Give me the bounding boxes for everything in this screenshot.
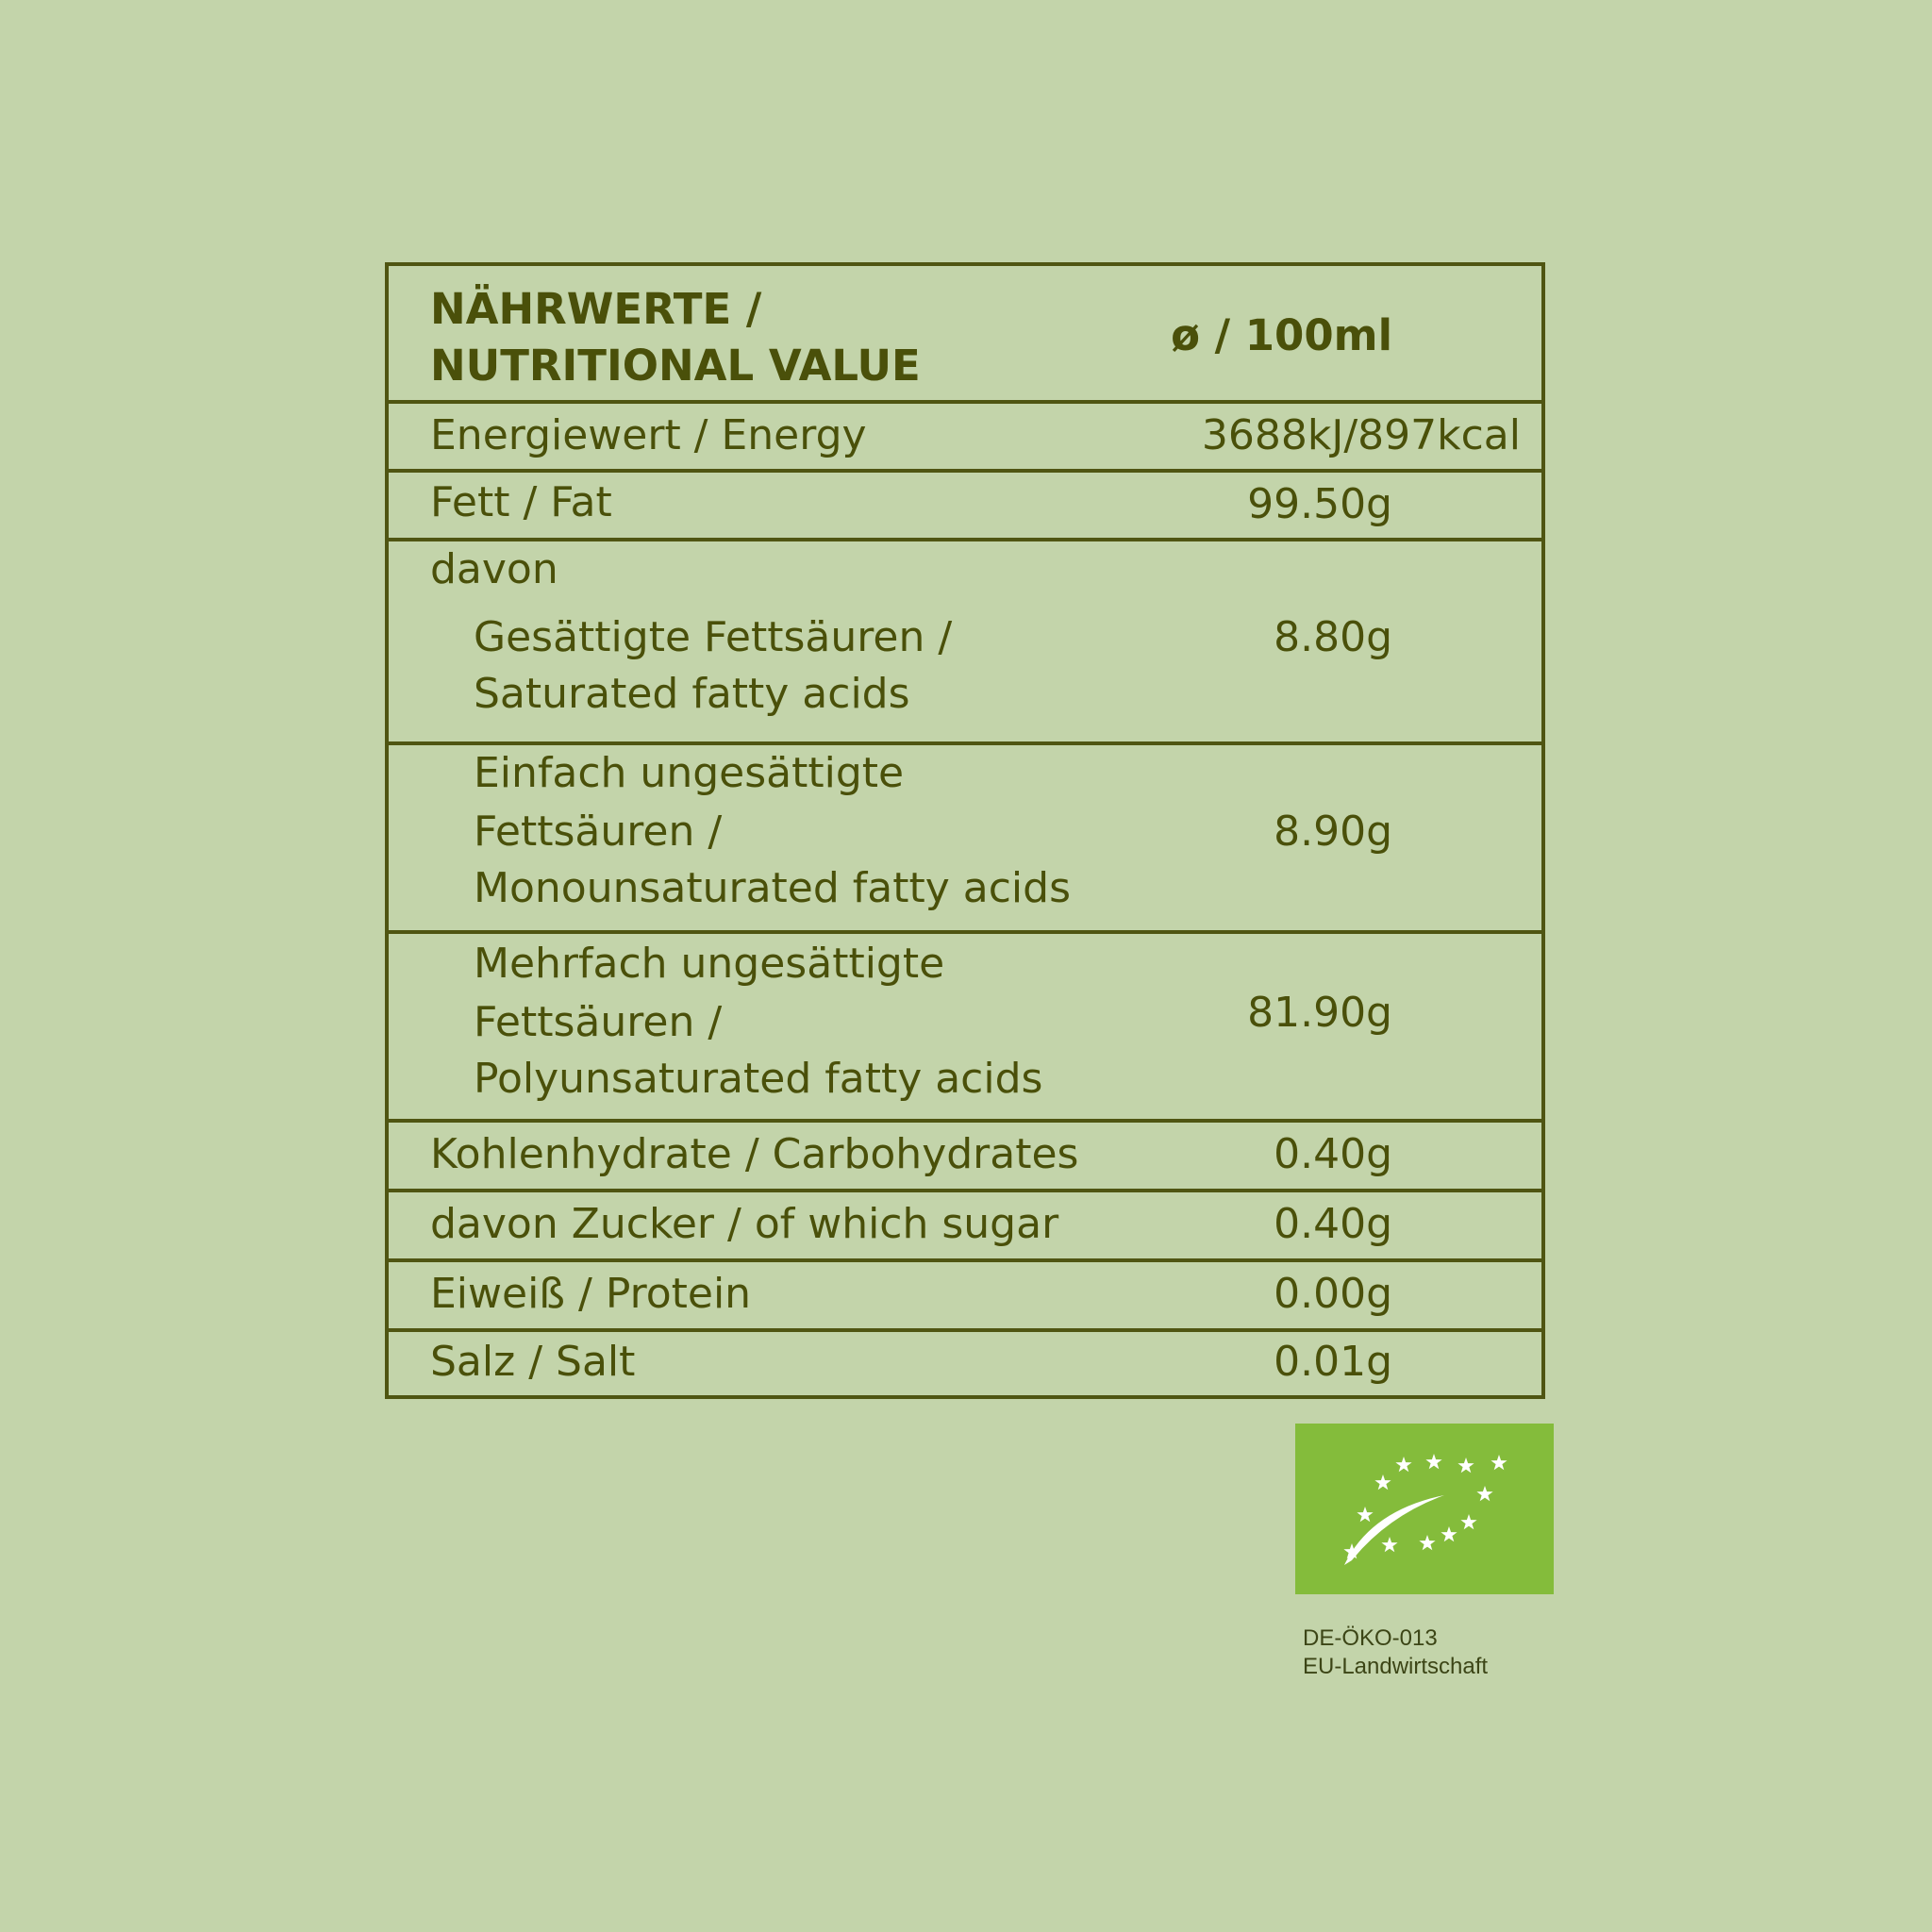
row-value: 0.00g (1274, 1270, 1392, 1318)
row-label: davon Zucker / of which sugar (430, 1200, 1059, 1248)
row-value: 3688kJ/897kcal (1201, 411, 1521, 459)
row-value: 8.80g (1274, 613, 1392, 661)
table-row (389, 400, 1541, 469)
row-label-line2: Fettsäuren / (474, 998, 723, 1046)
eu-organic-leaf-icon (1295, 1424, 1554, 1594)
nutrition-table (385, 262, 1545, 1399)
table-row (389, 469, 1541, 538)
table-row (389, 1328, 1541, 1395)
row-value: 81.90g (1247, 989, 1392, 1037)
organic-origin: EU-Landwirtschaft (1303, 1654, 1489, 1679)
row-label-line3: Monounsaturated fatty acids (474, 864, 1071, 912)
row-label-line1: Gesättigte Fettsäuren / (474, 613, 953, 661)
table-row (389, 1258, 1541, 1328)
row-label: Fett / Fat (430, 478, 612, 526)
row-label: Energiewert / Energy (430, 411, 867, 459)
row-label-line1: Einfach ungesättigte (474, 749, 905, 797)
table-header (389, 266, 1541, 400)
table-row (389, 538, 1541, 741)
organic-control-code: DE-ÖKO-013 (1303, 1625, 1438, 1651)
row-label: Salz / Salt (430, 1338, 636, 1386)
row-label-line2: Fettsäuren / (474, 808, 723, 856)
eu-organic-logo-icon (1295, 1424, 1554, 1594)
row-label-line3: Polyunsaturated fatty acids (474, 1055, 1043, 1103)
table-row (389, 741, 1541, 930)
row-value: 99.50g (1247, 480, 1392, 528)
table-row (389, 1189, 1541, 1258)
row-label: Kohlenhydrate / Carbohydrates (430, 1130, 1079, 1178)
row-label-line1: Mehrfach ungesättigte (474, 940, 945, 988)
organic-certification-text (1303, 1624, 1488, 1681)
row-label-line2: Saturated fatty acids (474, 670, 910, 718)
row-value: 8.90g (1274, 808, 1392, 856)
table-row (389, 1119, 1541, 1189)
header-per-unit: ø / 100ml (1171, 310, 1392, 360)
row-value: 0.40g (1274, 1200, 1392, 1248)
row-value: 0.01g (1274, 1338, 1392, 1386)
header-title-line2: NUTRITIONAL VALUE (430, 341, 921, 391)
table-row (389, 930, 1541, 1119)
header-title-line1: NÄHRWERTE / (430, 284, 762, 334)
row-value: 0.40g (1274, 1130, 1392, 1178)
row-label: Eiweiß / Protein (430, 1270, 752, 1318)
row-davon-label: davon (430, 545, 558, 593)
